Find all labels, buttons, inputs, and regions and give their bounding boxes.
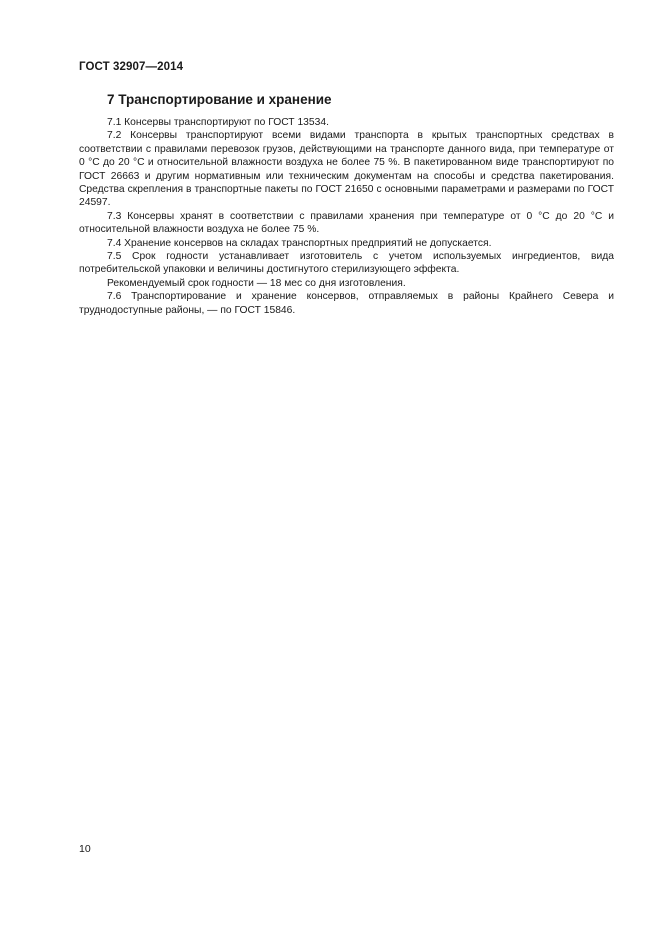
paragraph-7-3: 7.3 Консервы хранят в соответствии с правилами хранения при температуре от 0 °С до 20 °С и относительной влажности воздуха не более 75 %. [79,210,614,236]
section-body [79,116,614,317]
section-title: 7 Транспортирование и хранение [107,92,332,107]
paragraph-7-1: 7.1 Консервы транспортируют по ГОСТ 13534. [107,117,329,128]
page-number: 10 [79,843,91,855]
paragraph-7-4: 7.4 Хранение консервов на складах транспортных предприятий не допускается. [107,237,492,249]
document-code: ГОСТ 32907—2014 [79,61,184,73]
paragraph-7-5: 7.5 Срок годности устанавливает изготовитель с учетом используемых ингредиентов, вида потребительской упаковки и величины достигнутого стерилизующего эффекта. [79,251,614,276]
paragraph-7-2: 7.2 Консервы транспортируют всеми видами транспорта в крытых транспортных средствах в соответствии с правилами перевозок грузов, действующими на транспорте данного вида, при температуре от 0 °С до 20 °С и относительной влажности воздуха не более 75 %. В пакетированном виде транспортируют по ГОСТ 26663 и другим нормативным или техническим документам на способы и средства пакетирования. Средства скрепления в транспортные пакеты по ГОСТ 21650 с основными параметрами и размерами по ГОСТ 24597. [79,130,614,209]
paragraph-7-6: 7.6 Транспортирование и хранение консервов, отправляемых в районы Крайнего Севера и труднодоступные районы, — по ГОСТ 15846. [79,291,614,316]
paragraph-shelf-life: Рекомендуемый срок годности — 18 мес со дня изготовления. [107,277,406,289]
